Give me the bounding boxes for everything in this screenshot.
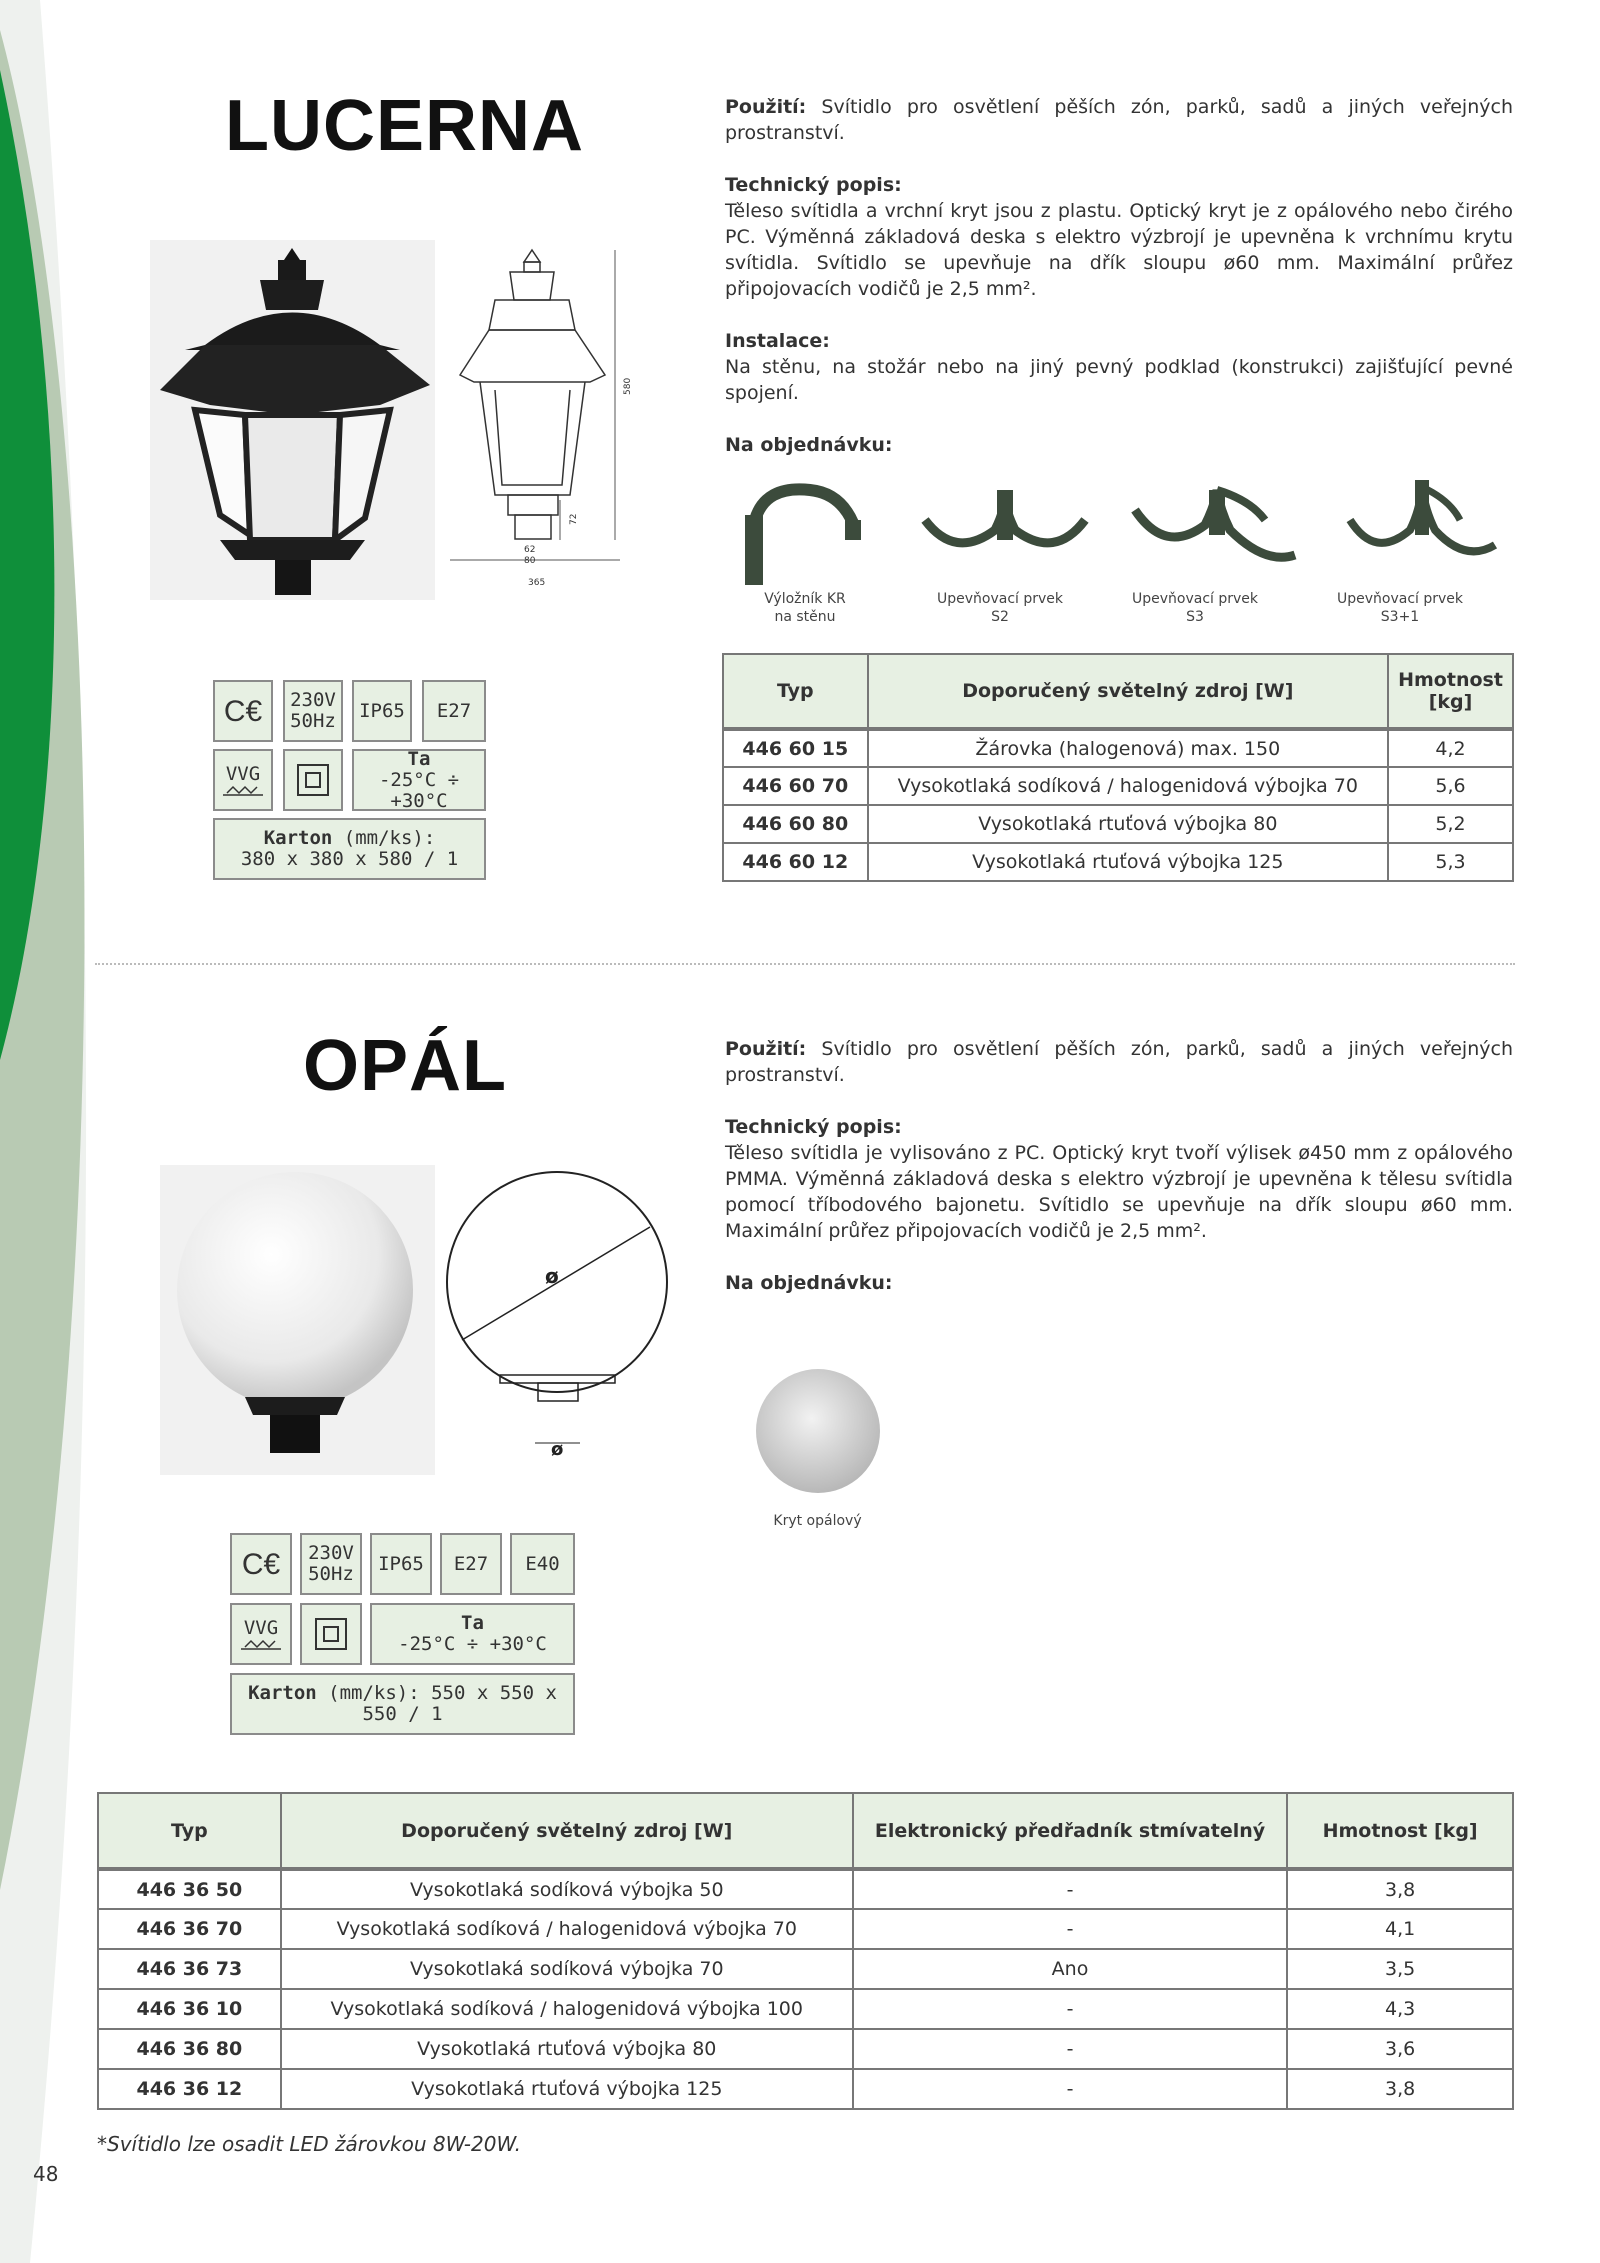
class-ii-box: [300, 1603, 362, 1665]
vvg-box: VVG: [213, 749, 273, 811]
table-header-row: [98, 1793, 1513, 1869]
dim-d2: 62: [524, 545, 536, 555]
opal-cover-image: [752, 1365, 884, 1497]
header-typ: Typ: [98, 1793, 281, 1869]
vvg-box: VVG: [230, 1603, 292, 1665]
ip-rating-box: IP65: [352, 680, 412, 742]
table-row: 446 36 10 Vysokotlaká sodíková / halogenidová výbojka 100 - 4,3: [98, 1989, 1513, 2029]
dim-d1: 72: [569, 513, 579, 525]
dim-height: 580: [623, 377, 633, 395]
accessory-label-opal-cover: Kryt opálový: [773, 1513, 862, 1529]
table-row: 446 36 12 Vysokotlaká rtuťová výbojka 125 - 3,8: [98, 2069, 1513, 2109]
header-source: Doporučený světelný zdroj [W]: [281, 1793, 853, 1869]
table-row: 446 36 70 Vysokotlaká sodíková / halogenidová výbojka 70 - 4,1: [98, 1909, 1513, 1949]
dim-width: 365: [528, 578, 546, 588]
bracket-kr-image: [735, 475, 875, 585]
product-title-lucerna: LUCERNA: [225, 86, 584, 166]
page-number: 48: [33, 2162, 59, 2186]
tech-text: Těleso svítidla je vylisováno z PC. Optický kryt tvoří výlisek ø450 mm z opálového PMMA. Výměnná základová deska s elektro výzbrojí je upevněna k tělesu svítidla pomocí tříbodového bajonetu. Svítidlo se upevňuje na dřík sloupu ø60 mm. Maximální průřez připojovacích vodičů je 2,5 mm².: [725, 1142, 1513, 1242]
ip-rating-box: IP65: [370, 1533, 432, 1595]
globe-technical-drawing: [440, 1165, 680, 1465]
accessory-label-s3: Upevňovací prvek S3: [1131, 591, 1259, 625]
install-text: Na stěnu, na stožár nebo na jiný pevný podklad (konstrukci) zajišťující pevné spojení.: [725, 356, 1513, 404]
table-header-row: [723, 654, 1513, 729]
opal-description: [725, 1036, 1513, 1296]
voltage-box: 230V 50Hz: [300, 1533, 362, 1595]
header-weight: Hmotnost [kg]: [1287, 1793, 1513, 1869]
order-label: Na objednávku:: [725, 434, 893, 456]
lucerna-description: [725, 94, 1513, 458]
opal-spec-table: [97, 1792, 1514, 2110]
install-label: Instalace:: [725, 330, 830, 352]
product-title-opal: OPÁL: [303, 1026, 508, 1106]
footnote: *Svítidlo lze osadit LED žárovkou 8W-20W.: [97, 2132, 521, 2156]
accessory-label-s2: Upevňovací prvek S2: [936, 591, 1064, 625]
karton-box: Karton (mm/ks): 550 x 550 x 550 / 1: [230, 1673, 575, 1735]
table-row: 446 60 15 Žárovka (halogenová) max. 150 4,2: [723, 729, 1513, 767]
table-row: 446 60 70 Vysokotlaká sodíková / halogenidová výbojka 70 5,6: [723, 767, 1513, 805]
bracket-s2-image: [915, 475, 1095, 585]
usage-text: Svítidlo pro osvětlení pěších zón, parků, sadů a jiných veřejných prostranství.: [725, 96, 1513, 144]
table-row: 446 36 50 Vysokotlaká sodíková výbojka 50 - 3,8: [98, 1869, 1513, 1909]
karton-box: Karton (mm/ks): 380 x 380 x 580 / 1: [213, 818, 486, 880]
tech-label: Technický popis:: [725, 1116, 902, 1138]
usage-label: Použití:: [725, 1038, 807, 1060]
ce-mark: C€: [230, 1533, 292, 1595]
dim-d3: 80: [524, 556, 536, 566]
lantern-photo: [150, 240, 435, 600]
socket-box: E27: [422, 680, 486, 742]
ta-box: Ta -25°C ÷ +30°C: [352, 749, 486, 811]
class-ii-box: [283, 749, 343, 811]
base-diameter-symbol: ø: [551, 1439, 564, 1460]
bracket-s3-image: [1125, 475, 1305, 585]
usage-label: Použití:: [725, 96, 807, 118]
table-row: 446 36 73 Vysokotlaká sodíková výbojka 70 Ano 3,5: [98, 1949, 1513, 1989]
globe-lamp-photo: [160, 1165, 435, 1475]
order-label: Na objednávku:: [725, 1272, 893, 1294]
header-weight: Hmotnost [kg]: [1388, 654, 1513, 729]
double-insulation-icon: [314, 1617, 348, 1651]
double-insulation-icon: [296, 763, 330, 797]
diameter-symbol: ø: [545, 1264, 559, 1288]
header-typ: Typ: [723, 654, 868, 729]
tech-text: Těleso svítidla a vrchní kryt jsou z plastu. Optický kryt je z opálového nebo čirého PC. Výměnná základová deska s elektro výzbrojí je upevněna k vrchnímu krytu svítidla. Svítidlo se upevňuje na dřík sloupu ø60 mm. Maximální průřez připojovacích vodičů je 2,5 mm².: [725, 200, 1513, 300]
lantern-technical-drawing: [440, 240, 660, 600]
vvg-symbol-icon: [239, 1639, 283, 1651]
table-row: 446 60 80 Vysokotlaká rtuťová výbojka 80 5,2: [723, 805, 1513, 843]
tech-label: Technický popis:: [725, 174, 902, 196]
socket-e27-box: E27: [440, 1533, 502, 1595]
accessory-label-kr: Výložník KR na stěnu: [764, 591, 846, 625]
header-source: Doporučený světelný zdroj [W]: [868, 654, 1388, 729]
usage-text: Svítidlo pro osvětlení pěších zón, parků, sadů a jiných veřejných prostranství.: [725, 1038, 1513, 1086]
lucerna-spec-table: [722, 653, 1514, 882]
vvg-symbol-icon: [221, 785, 265, 797]
socket-e40-box: E40: [510, 1533, 575, 1595]
ce-mark: C€: [213, 680, 273, 742]
table-row: 446 36 80 Vysokotlaká rtuťová výbojka 80 - 3,6: [98, 2029, 1513, 2069]
table-row: 446 60 12 Vysokotlaká rtuťová výbojka 125 5,3: [723, 843, 1513, 881]
section-divider: [95, 963, 1515, 965]
voltage-box: 230V 50Hz: [283, 680, 343, 742]
accessory-label-s3plus1: Upevňovací prvek S3+1: [1336, 591, 1464, 625]
header-ballast: Elektronický předřadník stmívatelný: [853, 1793, 1287, 1869]
ta-box: Ta -25°C ÷ +30°C: [370, 1603, 575, 1665]
bracket-s3plus1-image: [1330, 475, 1510, 585]
